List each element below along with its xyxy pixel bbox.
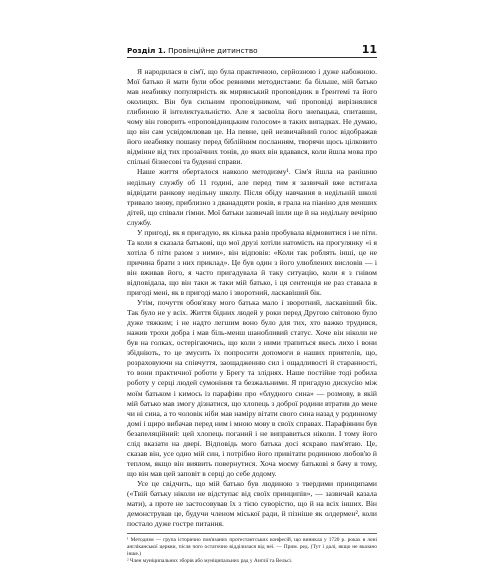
page-number: 11 (361, 43, 377, 56)
footnote: ² Член муніципальних зборів або муніципальних рад у Англії та Вельсі. (127, 558, 293, 565)
paragraph: Утім, почуття обов'язку мого батька мало і зворотний, ласкавіший бік. Так було не у всіх. Життя бідних людей у роки перед Другою світовою було дуже тяжким; і не надто легшим воно було для тих, хто важко трудився, нажив трохи добра і мав біль-менш шанобливий статус. Хоче він ніколи не був на голках, остерігаючись, що коли з ними трапиться якесь лихо і вони збідніють, то це змусить їх попросити допомоги в наших приятелів, що, розраховуючи на співчуття, заощадженню сил і ощадливості й старанності, то вони практичної роботи у Брегу та зліднях. Наше постійне тоді робила роботу у серці людей сумоніння та безжальними. Я пригадую дискусію між моїм батьком і кимось із парафіян про «блудного сина» — розмову, в якій мій батько мав змогу дізнатися, що хлопець з доброї родини втратив до мене чи ні сина, а то чоловік ніби мав наміру вітати свого сина назад у родинному домі і щиро вибачав перед ним і мною мову в своїх справах. Парафіянин був безапеляційний: цей хлопець поганий і не виправиться ніколи. І тому його слід вказати на двері. Відповідь мого батька досі яскраво пам'ятаю. Це, сказав він, усе одно мій син, і потрібно його привітати родинною любов'ю й теплом, якщо він виявить повернутися. Хоча моєму батькові я бачу в тому, що він мав цей заповіт в серці до себе додому. (127, 298, 377, 478)
paragraph: Усе це свідчить, що мій батько був людиною з твердими принципами («Твій батьку ніколи не відступає від своїх принципів», — зазвичай казала мати), а проте не застосовував їх з тією суворістю, що й на всіх інших. Він демонстрував це, будучи членом міської ради, й пізніше як олдермен², коли постало дуже гостре питання. (127, 478, 377, 529)
paragraph: У пригоді, як я пригадую, як кілька разів пробувала відмовитися і не піти. Та коли я сказала батькові, що мої друзі хотіли натомість на прогулянку «і я хотіла б піти разом з ними», він відповів: «Коли так роблять інші, це не причина брати з них приклад». Це був один з його улюблених висловів — і він вживав його, я часто пригадувала й таку ситуацію, коли я з гнівом відповідала, що він таки ж таки мій батько, і ця сентенція не раз ставала в пригоді мені, як в пригоді мало і зворотний, ласкавіший бік. (127, 227, 377, 298)
body-text (127, 67, 377, 529)
footnotes (127, 533, 377, 565)
chapter-title: Провінційне дитинство (168, 46, 258, 55)
running-header (127, 44, 377, 58)
footnote: ¹ Методизм — група історично пов'язаних протестантських конфесій, що виникла у 1720 р. роках в лоні англіканської церкви, після чого остаточно відділилася від неї. — Прим. ред. (Тут і далі, якщо не вказано інше.) (127, 537, 377, 558)
running-head (127, 46, 258, 55)
chapter-label: Розділ 1. (127, 46, 166, 55)
paragraph: Я народилася в сім'ї, що була практичною, серйозною і дуже набожною. Мої батько й мати були обоє ревними методистами: ба більше, мій батько мав неабияку популярність як мирянський проповідник в Ґрентемі та його околицях. Він був сильним проповідником, чиї проповіді вирізнялися глибиною й інтелектуальністю. Але я засвоїла його знenацька, спитавши, чому він говорить «проповідницьким голосом» в таких випадках. Не думаю, що він сам усвідомлював це. На певне, цей незвичайний голос відображав його неабияку пошану перед біблійним посланням, творячи щось цілковито відмінне від тих прозаїчних тонів, до яких він вдавався, коли йшла мова про спільні бізнесові та буденні справи. (127, 67, 377, 167)
paragraph: Наше життя оберталося навколо методизму¹. Сім'я йшла на ранішню недільну службу об 11 годині, але перед тим я зазвичай вже встигала відвідати ранкову недільну школу. Після обіду навчання в недільній школі тривало знову, приблизно з дванадцяти років, я грала на піаніно для менших дітей, що співали гімни. Мої батьки зазвичай ішли ще й на недільну вечірню службу. (127, 167, 377, 227)
